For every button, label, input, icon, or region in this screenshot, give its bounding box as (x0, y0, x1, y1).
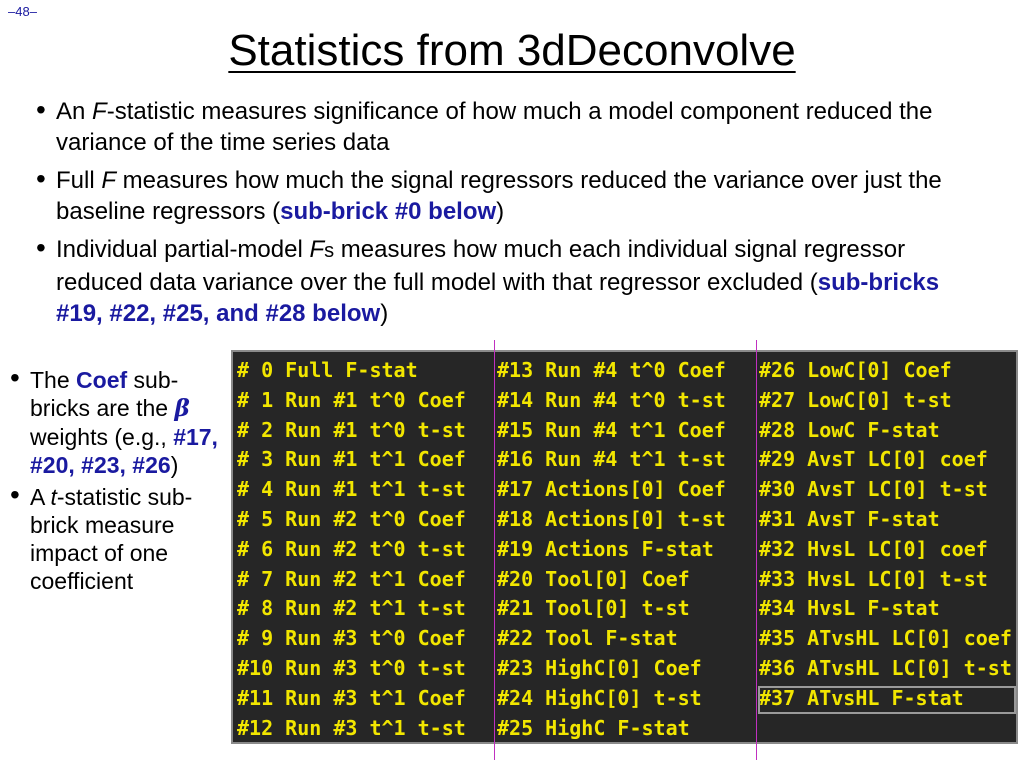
sub-brick-item[interactable]: #18 Actions[0] t-st (497, 506, 726, 531)
bullet-dot-icon: • (10, 362, 20, 393)
sub-brick-item[interactable]: # 0 Full F-stat (237, 358, 418, 382)
highlight-sub-bricks-partial: sub-bricks #19, #22, #25, and #28 below (56, 269, 940, 327)
bullet-partial-f: • Individual partial-model Fs measures how much each individual signal regressor reduced data variance over the full model with that regressor excluded (sub-bricks #19, #22, #25, and #28 below) (36, 232, 940, 327)
column-divider-line (494, 340, 495, 760)
sub-brick-item[interactable]: #24 HighC[0] t-st (497, 685, 702, 710)
sub-brick-item[interactable]: #28 LowC F-stat (759, 417, 940, 442)
bullet-full-f: • Full F measures how much the signal regressors reduced the variance over just the baseline regressors (sub-brick #0 below) (36, 163, 942, 225)
bullet-f-statistic: • An F-statistic measures significance of how much a model component reduced the variance of the time series data (36, 94, 933, 156)
sub-brick-item[interactable]: #27 LowC[0] t-st (759, 387, 952, 412)
bullet-dot-icon: • (36, 163, 46, 194)
sub-brick-item[interactable]: #17 Actions[0] Coef (497, 477, 726, 502)
sub-brick-column-3 (759, 356, 1015, 714)
sub-brick-item[interactable]: #14 Run #4 t^0 t-st (497, 387, 726, 412)
sub-brick-column-2 (497, 356, 753, 743)
bullet-dot-icon: • (36, 232, 46, 263)
sub-brick-item[interactable]: #15 Run #4 t^1 Coef (497, 417, 726, 442)
sub-brick-item[interactable]: # 7 Run #2 t^1 Coef (237, 566, 466, 591)
sub-brick-item[interactable]: # 1 Run #1 t^0 Coef (237, 387, 466, 412)
sub-brick-item[interactable]: # 8 Run #2 t^1 t-st (237, 596, 466, 621)
sub-brick-item[interactable]: #25 HighC F-stat (497, 715, 690, 740)
sub-brick-item[interactable]: #29 AvsT LC[0] coef (759, 447, 988, 472)
sub-brick-item[interactable]: #12 Run #3 t^1 t-st (237, 715, 466, 740)
sub-brick-item[interactable]: # 5 Run #2 t^0 Coef (237, 506, 466, 531)
bullet-dot-icon: • (10, 479, 20, 510)
bullet-coef: • The Coef sub-bricks are the β weights (e.g., #17, #20, #23, #26) (10, 362, 218, 478)
sub-brick-item[interactable]: #37 ATvsHL F-stat (759, 685, 964, 710)
beta-symbol: β (174, 395, 190, 422)
sub-brick-list-panel (231, 350, 1018, 744)
sub-brick-item[interactable]: # 3 Run #1 t^1 Coef (237, 447, 466, 472)
sub-brick-item[interactable]: #34 HvsL F-stat (759, 596, 940, 621)
bullet-dot-icon: • (36, 94, 46, 125)
sub-brick-item[interactable]: # 2 Run #1 t^0 t-st (237, 417, 466, 442)
top-bullet-list (36, 96, 986, 336)
sub-brick-item[interactable]: # 6 Run #2 t^0 t-st (237, 536, 466, 561)
sub-brick-item[interactable]: #32 HvsL LC[0] coef (759, 536, 988, 561)
sub-brick-item[interactable]: #21 Tool[0] t-st (497, 596, 690, 621)
sub-brick-item[interactable]: #22 Tool F-stat (497, 626, 678, 651)
sub-brick-item[interactable]: #35 ATvsHL LC[0] coef (759, 626, 1012, 651)
column-divider-line (756, 340, 757, 760)
highlight-sub-brick-0: sub-brick #0 below (280, 198, 497, 225)
sub-brick-item[interactable]: #36 ATvsHL LC[0] t-st (759, 655, 1012, 680)
bullet-t-statistic: • A t-statistic sub-brick measure impact of one coefficient (10, 479, 193, 594)
sub-brick-item[interactable]: #11 Run #3 t^1 Coef (237, 685, 466, 710)
sub-brick-item[interactable]: #10 Run #3 t^0 t-st (237, 655, 466, 680)
sub-brick-item[interactable]: #26 LowC[0] Coef (759, 358, 952, 382)
sub-brick-item[interactable]: #33 HvsL LC[0] t-st (759, 566, 988, 591)
sub-brick-item[interactable]: # 4 Run #1 t^1 t-st (237, 477, 466, 502)
sub-brick-item[interactable]: #13 Run #4 t^0 Coef (497, 358, 726, 382)
sub-brick-item[interactable]: #19 Actions F-stat (497, 536, 714, 561)
sub-brick-item[interactable]: # 9 Run #3 t^0 Coef (237, 626, 466, 651)
sub-brick-item[interactable]: #16 Run #4 t^1 t-st (497, 447, 726, 472)
slide-title: Statistics from 3dDeconvolve (228, 26, 796, 75)
sub-brick-item[interactable]: #30 AvsT LC[0] t-st (759, 477, 988, 502)
sub-brick-item[interactable]: #23 HighC[0] Coef (497, 655, 702, 680)
left-bullet-list (10, 362, 222, 599)
sub-brick-item[interactable]: #31 AvsT F-stat (759, 506, 940, 531)
sub-brick-item[interactable]: #20 Tool[0] Coef (497, 566, 690, 591)
page-number: –48– (8, 4, 37, 19)
selected-sub-brick-highlight (758, 686, 1016, 714)
sub-brick-column-1 (237, 356, 491, 743)
